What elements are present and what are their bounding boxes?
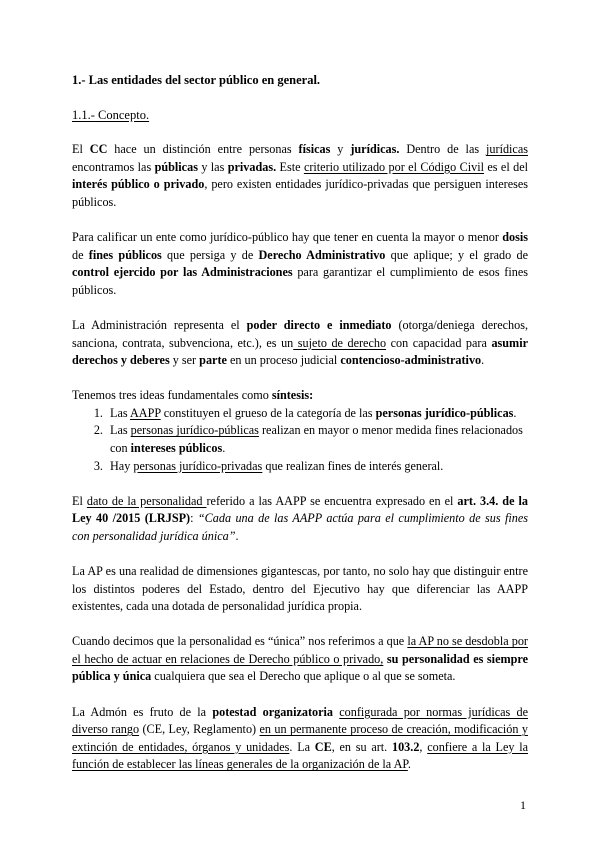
paragraph-definition: El CC hace un distinción entre personas físicas y jurídicas. Dentro de las jurídicas encontramos las públicas y las privadas. Este criterio utilizado por el Código Civil es el del interés público o privado, pero existen entidades jurídico-privadas que persiguen intereses públicos. [72,142,529,209]
list-item: 1. Las AAPP constituyen el grueso de la categoría de las personas jurídico-públicas. [106,405,528,423]
synthesis-list [72,405,528,475]
paragraph-synthesis-intro: Tenemos tres ideas fundamentales como síntesis: [72,388,314,403]
list-item: 3. Hay personas jurídico-privadas que realizan fines de interés general. [106,458,528,476]
document-body [72,64,528,791]
subsection-heading: 1.1.- Concepto. [72,107,150,122]
paragraph-dimensions: La AP es una realidad de dimensiones gigantescas, por tanto, no solo hay que distinguir entre los distintos poderes del Estado, dentro del Ejecutivo hay que diferenciar las AAPP existentes, cada una dotada de personalidad jurídica propia. [72,563,528,614]
paragraph-organization: La Admón es fruto de la potestad organizatoria configurada por normas jurídicas de diverso rango (CE, Ley, Reglamento) en un permanente proceso de creación, modificación y extinción de entidades, órganos y unidades. La CE, en su art. 103.2, confiere a la Ley la función de establecer las líneas generales de la organización de la AP. [72,704,529,772]
page-number: 1 [520,798,526,812]
paragraph-unique-personality: Cuando decimos que la personalidad es “única” nos referimos a que la AP no se desdobla por el hecho de actuar en relaciones de Derecho público o privado, su personalidad es siempre pública y única cualquiera que sea el Derecho que aplique o al que se someta. [72,634,529,684]
paragraph-personality: El dato de la personalidad referido a las AAPP se encuentra expresado en el art. 3.4. de la Ley 40 /2015 (LRJSP): “Cada una de las AAPP actúa para el cumplimiento de sus fines con personalidad jurídica única”. [72,493,529,543]
list-item: 2. Las personas jurídico-públicas realizan en mayor o menor medida fines relacionados con intereses públicos. [106,422,528,457]
paragraph-qualification: Para calificar un ente como jurídico-público hay que tener en cuenta la mayor o menor dosis de fines públicos que persiga y de Derecho Administrativo que aplique; y el grado de control ejercido por las Administraciones para garantizar el cumplimiento de esos fines públicos. [72,230,528,297]
section-heading: 1.- Las entidades del sector público en general. [72,73,321,87]
paragraph-administration: La Administración representa el poder directo e inmediato (otorga/deniega derechos, sanciona, contrata, subvenciona, etc.), es un sujeto de derecho con capacidad para asumir derechos y deberes y ser parte en un proceso judicial contencioso-administrativo. [72,317,528,368]
